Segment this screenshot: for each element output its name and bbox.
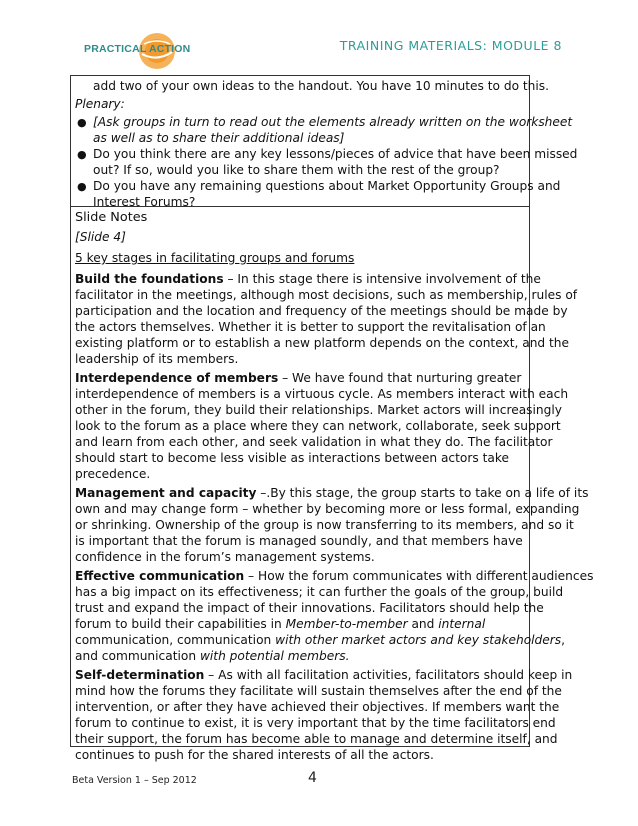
section-interdependence-line-3: other in the forum, they build their relationships. Market actors will increasingly [75,403,562,417]
practical-action-logo [80,30,191,72]
section-build-line-1 [75,271,541,287]
section-build-line-3: participation and the location and frequency of the meetings should be made by [75,304,568,318]
section-build-line-2: facilitator in the meetings, although most decisions, such as membership, rules of [75,288,578,302]
version-label: Beta Version 1 – Sep 2012 [72,775,197,786]
italic-text: internal [438,617,486,631]
section-management-line-2: own and may change form – whether by becoming more or less formal, expanding [75,502,580,516]
section-communication-line-6 [75,648,349,664]
section-build-line-5: existing platform or to establish a new platform depends on the context, and the [75,336,570,350]
section-interdependence-line-2: interdependence of members is a virtuous cycle. As members interact with each [75,387,569,401]
section-build-line-4: the actors themselves. Whether it is better to support the revitalisation of an [75,320,546,334]
module-title: TRAINING MATERIALS: MODULE 8 [339,38,562,53]
page-number: 4 [308,770,317,786]
section-interdependence-line-6: should start to become less visible as interactions between actors take [75,451,509,465]
section-self-determination-line-4: forum to continue to exist, it is very important that by the time facilitators end [75,716,556,730]
section-communication-line-2: has a big impact on its effectiveness; it can further the goals of the group, build [75,585,564,599]
section-self-determination-line-5: their support, the forum has become able to manage and determine itself, and [75,732,558,746]
section-interdependence-line-7: precedence. [75,467,151,481]
text: – In this stage there is intensive involvement of the [223,272,541,286]
section-self-determination-line-6: continues to push for the shared interests of all the actors. [75,748,434,762]
section-self-determination-line-3: intervention, or after they have achieved their objectives. If members want the [75,700,560,714]
bullet-2-line-2: out? If so, would you like to share them with the rest of the group? [93,163,500,177]
italic-text: with potential members. [199,649,350,663]
term-effective-communication: Effective communication [75,569,245,583]
text: – As with all facilitation activities, facilitators should keep in [204,668,573,682]
italic-text: Member-to-member [285,617,408,631]
section-self-determination-line-1 [75,667,572,683]
italic-text: with other market actors and key stakeholders [275,633,562,647]
text: –.By this stage, the group starts to take on a life of its [256,486,589,500]
section-interdependence-line-5: and learn from each other, and seek validation in what they do. The facilitator [75,435,553,449]
section-management-line-1 [75,485,588,501]
text: , [561,633,566,647]
text: forum to build their capabilities in [75,617,286,631]
section-management-line-4: is important that the forum is managed soundly, and that members have [75,534,523,548]
term-self-determination: Self-determination [75,668,205,682]
text: – How the forum communicates with different audiences [244,569,594,583]
section-communication-line-5 [75,632,565,648]
section-interdependence-line-1 [75,370,521,386]
logo-text: PRACTICAL ACTION [84,43,191,55]
slide-notes-box [70,207,594,762]
instruction-line: add two of your own ideas to the handout. You have 10 minutes to do this. [93,79,550,93]
bullet-3-line-1: Do you have any remaining questions about Market Opportunity Groups and [93,179,561,193]
plenary-box [70,75,578,209]
bullet-1-line-1: [Ask groups in turn to read out the elements already written on the worksheet [93,115,573,129]
section-self-determination-line-2: mind how the forums they facilitate will sustain themselves after the end of the [75,684,562,698]
text: – We have found that nurturing greater [278,371,522,385]
section-management-line-3: or shrinking. Ownership of the group is now transferring to its members, and so it [75,518,574,532]
section-management-line-5: confidence in the forum’s management systems. [75,550,375,564]
section-communication-line-3: trust and expand the impact of their innovations. Facilitators should help the [75,601,544,615]
slide-notes-heading: Slide Notes [75,210,148,225]
term-build-foundations: Build the foundations [75,272,224,286]
bullet-2-line-1: Do you think there are any key lessons/pieces of advice that have been missed [93,147,578,161]
section-communication-line-1 [75,568,593,584]
plenary-label: Plenary: [75,97,125,111]
section-build-line-6: leadership of its members. [75,352,239,366]
bullet-icon: ● [77,180,87,193]
bullet-3-line-2: Interest Forums? [93,195,196,209]
section-communication-line-4 [75,616,485,632]
bullet-icon: ● [77,148,87,161]
bullet-1-line-2: as well as to share their additional ideas] [93,131,345,145]
slide-reference: [Slide 4] [75,230,126,244]
stages-title: 5 key stages in facilitating groups and forums [75,251,355,265]
bullet-icon: ● [77,116,87,129]
text: communication, communication [75,633,276,647]
text: and communication [75,649,200,663]
text: and [407,617,439,631]
section-interdependence-line-4: look to the forum as a place where they can network, collaborate, seek support [75,419,561,433]
term-interdependence: Interdependence of members [75,371,279,385]
term-management-capacity: Management and capacity [75,486,257,500]
